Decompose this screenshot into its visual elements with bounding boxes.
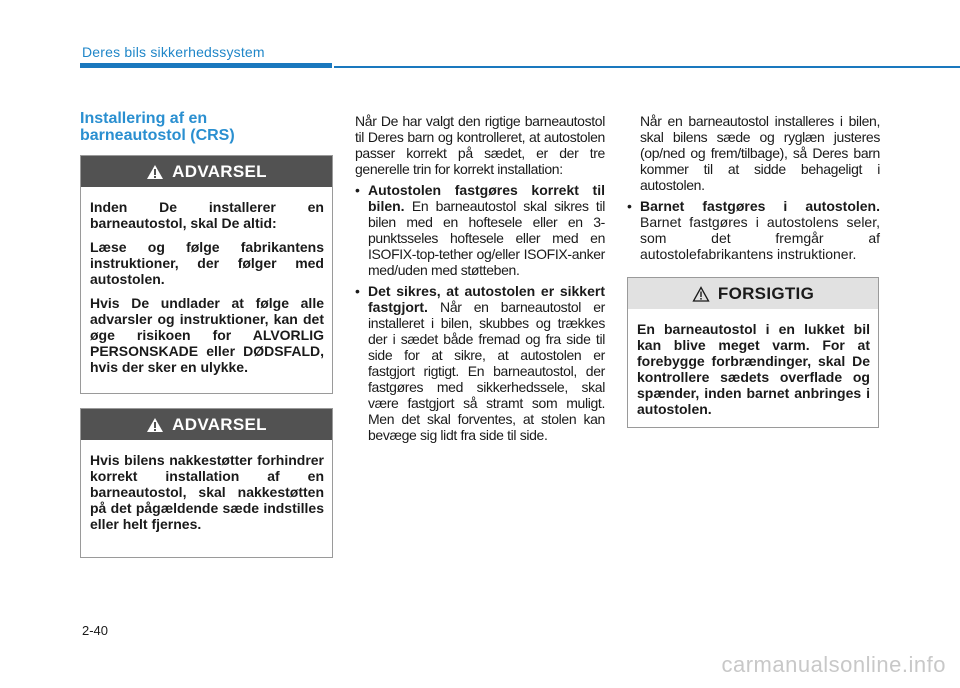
warning-box-1-body <box>81 187 332 385</box>
bullet-1-bold: Autostolen fastgøres korrekt til bilen. <box>368 182 605 214</box>
bullet-1-text: En barneautostol skal sikres til bilen med en hoftesele eller en 3-punktsseles hoftesele eller med en ISOFIX-top-tether og/eller ISOFIX-anker med/uden med støtteben. <box>368 198 605 278</box>
section-heading-line1: Installering af en <box>80 110 208 127</box>
warning-box-1-text-3: Hvis De undlader at følge alle advarsler og instruktioner, kan det øge risikoen for ALVORLIG PERSONSKADE eller DØDSFALD, hvis der sker en ulykke. <box>90 295 324 375</box>
bullet-2-bold: Det sikres, at autostolen er sikkert fastgjort. <box>368 283 605 315</box>
bullet-dot: • <box>627 198 632 214</box>
caution-box-text-1: En barneautostol i en lukket bil kan blive meget varm. For at forebygge forbrændinger, skal De kontrollere sædets overflade og spænder, inden barnet anbringes i autostolen. <box>637 321 870 417</box>
page-number: 2-40 <box>82 623 109 638</box>
bullet-dot: • <box>355 283 360 299</box>
caution-triangle-icon <box>692 286 710 302</box>
bullet-item-3 <box>627 198 880 262</box>
chapter-title: Deres bils sikkerhedssystem <box>82 44 265 60</box>
bullet-3-text: Barnet fastgøres i autostolens seler, som det fremgår af autostolefabrikantens instruktioner. <box>640 214 880 262</box>
caution-box-header <box>628 278 878 309</box>
watermark: carmanualsonline.info <box>721 652 946 677</box>
right-column <box>627 113 880 262</box>
bullet-2-text: Når en barneautostol er installeret i bilen, skubbes og trækkes der i sædet både fremad og fra side til side for at sikre, at autostolen er fastgjort rigtigt. En barneautostol, der fastgøres med sikkerhedssele, skal være fastgjort så stramt som muligt. Men det skal forventes, at stolen kan bevæge sig lidt fra side til side. <box>368 299 605 443</box>
warning-triangle-icon <box>146 164 164 180</box>
header-rule-accent <box>80 63 332 68</box>
warning-box-1-header <box>81 156 332 187</box>
bullet-item-2 <box>355 283 605 443</box>
section-heading <box>80 110 330 144</box>
warning-box-1-text-2: Læse og følge fabrikantens instruktioner, der følger med autostolen. <box>90 239 324 287</box>
section-heading-line2: barneautostol (CRS) <box>80 127 235 144</box>
caution-box-body <box>628 309 878 427</box>
warning-box-2-text-1: Hvis bilens nakkestøtter forhindrer korrekt installation af en barneautostol, skal nakkestøtten på det pågældende sæde indstilles eller helt fjernes. <box>90 452 324 532</box>
middle-column <box>355 113 605 443</box>
bullet-item-1 <box>355 182 605 278</box>
warning-box-2 <box>80 408 333 558</box>
bullet-dot: • <box>355 182 360 198</box>
header-rule <box>334 66 960 68</box>
warning-box-2-label: ADVARSEL <box>172 414 267 434</box>
bullet-3-bold: Barnet fastgøres i autostolen. <box>640 198 880 214</box>
warning-box-1 <box>80 155 333 394</box>
warning-triangle-icon <box>146 417 164 433</box>
warning-box-1-text-1: Inden De installerer en barneautostol, skal De altid: <box>90 199 324 231</box>
warning-box-1-label: ADVARSEL <box>172 161 267 181</box>
caution-box-label: FORSIGTIG <box>717 283 815 303</box>
middle-intro: Når De har valgt den rigtige barneautostol til Deres barn og kontrolleret, at autostolen passer korrekt på sædet, er der tre generelle trin for korrekt installation: <box>355 113 605 177</box>
warning-box-2-body <box>81 440 332 542</box>
caution-box <box>627 277 879 428</box>
warning-box-2-header <box>81 409 332 440</box>
right-intro: Når en barneautostol installeres i bilen, skal bilens sæde og ryglæn justeres (op/ned og frem/tilbage), så Deres barn kommer til at sidde behageligt i autostolen. <box>640 113 880 193</box>
